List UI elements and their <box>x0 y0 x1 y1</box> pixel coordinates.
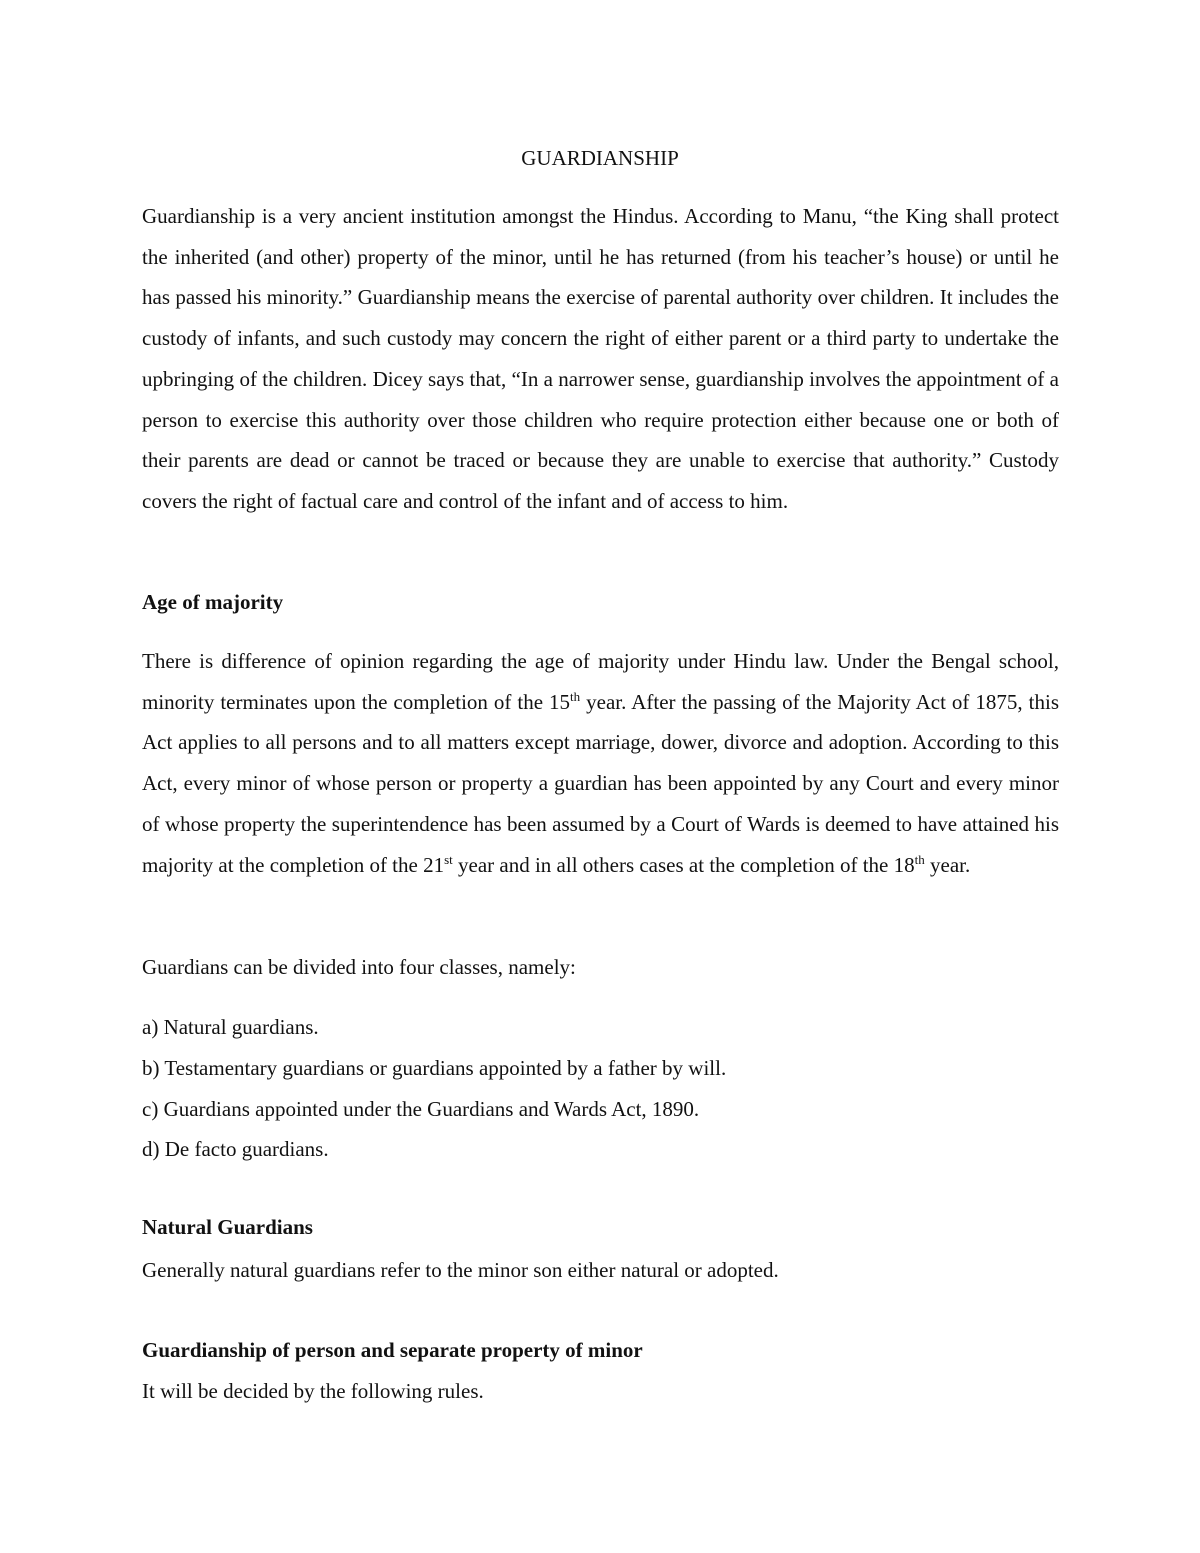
list-item: a) Natural guardians. <box>142 1015 319 1039</box>
natural-guardians-heading: Natural Guardians <box>142 1215 313 1239</box>
list-item: c) Guardians appointed under the Guardians and Wards Act, 1890. <box>142 1097 700 1121</box>
age-text-part3: year and in all others cases at the completion of the 18 <box>452 852 915 877</box>
age-text-part4: year. <box>924 852 971 877</box>
ordinal-suffix-18: th <box>914 851 925 867</box>
classes-intro: Guardians can be divided into four classes, namely: <box>142 955 576 979</box>
property-guardianship-text: It will be decided by the following rules. <box>142 1379 484 1403</box>
document-title: GUARDIANSHIP <box>521 146 679 170</box>
age-of-majority-heading: Age of majority <box>142 590 284 614</box>
age-text-part2: year. After the passing of the Majority Act of 1875, this Act applies to all persons and to all matters except marriage, dower, divorce and adoption. According to this Act, every minor of whose person or property a guardian has been appointed by any Court and every minor of whose property the superintendence has been assumed by a Court of Wards is deemed to have attained his majority at the completion of the 21 <box>142 689 1059 877</box>
age-of-majority-paragraph <box>142 641 1059 885</box>
list-item: b) Testamentary guardians or guardians appointed by a father by will. <box>142 1056 727 1080</box>
ordinal-suffix-21: st <box>444 851 453 867</box>
age-text-part1: There is difference of opinion regarding the age of majority under Hindu law. Under the Bengal school, minority terminates upon the completion of the 15 <box>142 649 1059 714</box>
ordinal-suffix-15: th <box>570 688 581 704</box>
intro-paragraph: Guardianship is a very ancient institution amongst the Hindus. According to Manu, “the King shall protect the inherited (and other) property of the minor, until he has returned (from his teacher’s house) or until he has passed his minority.” Guardianship means the exercise of parental authority over children. It includes the custody of infants, and such custody may concern the right of either parent or a third party to undertake the upbringing of the children. Dicey says that, “In a narrower sense, guardianship involves the appointment of a person to exercise this authority over those children who require protection either because one or both of their parents are dead or cannot be traced or because they are unable to exercise that authority.” Custody covers the right of factual care and control of the infant and of access to him. <box>142 204 1059 513</box>
list-item: d) De facto guardians. <box>142 1137 329 1161</box>
property-guardianship-heading: Guardianship of person and separate property of minor <box>142 1338 643 1362</box>
natural-guardians-text: Generally natural guardians refer to the minor son either natural or adopted. <box>142 1258 779 1282</box>
